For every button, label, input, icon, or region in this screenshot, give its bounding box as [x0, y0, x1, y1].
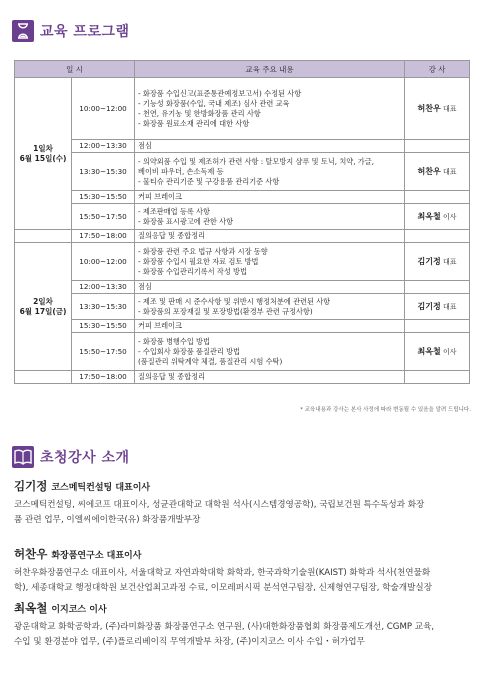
content-cell — [135, 320, 405, 333]
content-line: (품질관리 위탁계약 체결, 품질관리 시험 수탁) — [138, 356, 283, 366]
bio-description — [14, 620, 474, 650]
content-cell — [135, 371, 405, 384]
instructor-bio — [14, 478, 474, 528]
time-cell: 10:00~12:00 — [72, 243, 135, 281]
content-line: - 제조판매업 등록 사항 — [138, 206, 210, 216]
section-title: 초청강사 소개 — [40, 450, 130, 466]
time-cell: 15:50~17:50 — [72, 204, 135, 230]
table-row — [15, 140, 470, 153]
content-line: - 의약외품 수입 및 제조허가 관련 사항 : 탈모방지 샴푸 및 토닉, 치약, 가글, — [138, 156, 374, 166]
bio-description — [14, 566, 474, 596]
instructor-cell — [405, 371, 470, 384]
instructor-name: 김기정 — [417, 301, 441, 311]
header-datetime: 일 시 — [15, 61, 135, 78]
table-row — [15, 243, 470, 281]
bio-affiliation: 코스메틱컨설팅 대표이사 — [51, 483, 151, 493]
instructor-role: 대표 — [442, 104, 457, 113]
instructor-name: 허찬우 — [417, 166, 441, 176]
bio-line: 학), 세종대학교 행정대학원 보건산업최고과정 수료, 이모레퍼시픽 분석연구팀장, 신제형연구팀장, 학술개발실장 — [14, 583, 433, 593]
content-line: 점심 — [138, 141, 152, 150]
content-cell — [135, 204, 405, 230]
time-cell: 15:30~15:50 — [72, 191, 135, 204]
instructor-bio — [14, 546, 474, 596]
table-row — [15, 78, 470, 140]
time-cell: 13:30~15:30 — [72, 153, 135, 191]
day-cell-empty — [15, 371, 72, 384]
table-row — [15, 153, 470, 191]
bio-heading — [14, 546, 474, 562]
instructor-name: 김기정 — [417, 256, 441, 266]
bio-line: 품 관련 업무, 이엘씨에이한국(유) 화장품개발부장 — [14, 515, 201, 525]
content-line: - 기능성 화장품(수입, 국내 제조) 심사 관련 교육 — [138, 98, 290, 108]
instructor-name: 최옥철 — [417, 211, 441, 221]
day-number: 2일차 — [33, 296, 53, 306]
day-cell — [15, 78, 72, 230]
content-cell — [135, 153, 405, 191]
instructor-role: 대표 — [442, 257, 457, 266]
bio-affiliation: 화장품연구소 대표이사 — [51, 551, 142, 561]
bio-line: 광운대학교 화학공학과, (주)라미화장품 화장품연구소 연구원, (사)대한화장품협회 화장품제도개선, CGMP 교육, — [14, 622, 435, 632]
day-number: 1일차 — [33, 143, 53, 153]
time-cell: 17:50~18:00 — [72, 371, 135, 384]
instructor-cell — [405, 230, 470, 243]
content-line: 커피 브레이크 — [138, 321, 182, 330]
time-cell: 15:50~17:50 — [72, 333, 135, 371]
time-cell: 10:00~12:00 — [72, 78, 135, 140]
content-line: - 화장품 수입관리기록서 작성 방법 — [138, 266, 247, 276]
instructor-role: 대표 — [442, 167, 457, 176]
content-cell — [135, 230, 405, 243]
time-cell: 15:30~15:50 — [72, 320, 135, 333]
bio-name: 김기정 — [14, 479, 48, 493]
content-line: - 화장품 관련 주요 법규 사항과 시장 동향 — [138, 246, 268, 256]
hourglass-icon — [12, 20, 34, 42]
bio-name: 최옥철 — [14, 601, 48, 615]
section-title: 교육 프로그램 — [40, 24, 130, 40]
content-line: - 화장품 표시광고에 관한 사항 — [138, 216, 234, 226]
schedule-table — [14, 60, 470, 384]
instructor-cell — [405, 140, 470, 153]
content-cell — [135, 191, 405, 204]
table-row — [15, 230, 470, 243]
day-date: 6월 17일(금) — [19, 306, 67, 316]
content-cell — [135, 294, 405, 320]
content-line: - 화장품 수입신고(표준통관예정보고서) 수정된 사항 — [138, 88, 302, 98]
time-cell: 12:00~13:30 — [72, 140, 135, 153]
instructor-cell — [405, 281, 470, 294]
day-cell — [15, 243, 72, 371]
content-cell — [135, 140, 405, 153]
content-line: - 물티슈 관리기준 및 구강용품 관리기준 사항 — [138, 176, 280, 186]
content-cell — [135, 281, 405, 294]
bio-description — [14, 498, 474, 528]
content-cell — [135, 333, 405, 371]
bio-line: 수입 및 환경분야 업무, (주)플로리베이직 무역개발부 차장, (주)이지코스 이사 수입・허가업무 — [14, 637, 365, 647]
content-line: 점심 — [138, 282, 152, 291]
content-line: 베이비 파우더, 손소독제 등 — [138, 166, 224, 176]
instructor-cell — [405, 153, 470, 191]
bio-heading — [14, 600, 474, 616]
table-row — [15, 320, 470, 333]
day-date: 6월 15일(수) — [19, 153, 67, 163]
section-header-program — [12, 20, 130, 42]
table-row — [15, 281, 470, 294]
instructor-name: 허찬우 — [417, 103, 441, 113]
instructor-cell — [405, 243, 470, 281]
bio-name: 허찬우 — [14, 547, 48, 561]
table-row — [15, 204, 470, 230]
day-cell-empty — [15, 230, 72, 243]
section-header-instructors — [12, 446, 130, 468]
table-row — [15, 294, 470, 320]
content-cell — [135, 78, 405, 140]
bio-line: 허찬우화장품연구소 대표이사, 서울대학교 자연과학대학 화학과, 한국과학기술원(KAIST) 화학과 석사(천연물화 — [14, 568, 431, 578]
table-row — [15, 371, 470, 384]
time-cell: 17:50~18:00 — [72, 230, 135, 243]
content-line: 질의응답 및 종합정리 — [138, 231, 206, 240]
bio-heading — [14, 478, 474, 494]
book-icon — [12, 446, 34, 468]
header-instructor: 강 사 — [405, 61, 470, 78]
bio-affiliation: 이지코스 이사 — [51, 605, 107, 615]
content-line: - 화장품의 포장재질 및 포장방법(환경부 관련 규정사항) — [138, 306, 313, 316]
instructor-role: 이사 — [442, 212, 457, 221]
content-line: 커피 브레이크 — [138, 192, 182, 201]
table-row — [15, 191, 470, 204]
time-cell: 12:00~13:30 — [72, 281, 135, 294]
content-line: - 수입회사 화장품 품질관리 방법 — [138, 346, 240, 356]
instructor-bio — [14, 600, 474, 650]
bio-line: 코스메틱컨설팅, 씨에코프 대표이사, 성균관대학교 대학원 석사(시스템경영공학), 국립보건원 특수독성과 화장 — [14, 500, 425, 510]
content-cell — [135, 243, 405, 281]
content-line: - 제조 및 판매 시 준수사항 및 위반시 행정처분에 관련된 사항 — [138, 296, 331, 306]
instructor-name: 최옥철 — [417, 346, 441, 356]
instructor-cell — [405, 333, 470, 371]
content-line: - 화장품 병행수입 방법 — [138, 336, 210, 346]
instructor-cell — [405, 191, 470, 204]
instructor-role: 이사 — [442, 347, 457, 356]
time-cell: 13:30~15:30 — [72, 294, 135, 320]
instructor-cell — [405, 320, 470, 333]
instructor-cell — [405, 204, 470, 230]
instructor-cell — [405, 78, 470, 140]
instructor-role: 대표 — [442, 302, 457, 311]
table-row — [15, 333, 470, 371]
content-line: - 화장품 수입시 필요한 자료 검토 방법 — [138, 256, 259, 266]
content-line: - 천연, 유기농 및 한방화장품 관리 사항 — [138, 108, 261, 118]
content-line: 질의응답 및 종합정리 — [138, 372, 206, 381]
instructor-cell — [405, 294, 470, 320]
content-line: - 화장품 원료소재 관리에 대한 사항 — [138, 118, 250, 128]
table-header-row — [15, 61, 470, 78]
header-content: 교육 주요 내용 — [135, 61, 405, 78]
table-note: * 교육내용과 강사는 본사 사정에 따라 변동될 수 있음을 알려 드립니다. — [300, 407, 471, 413]
